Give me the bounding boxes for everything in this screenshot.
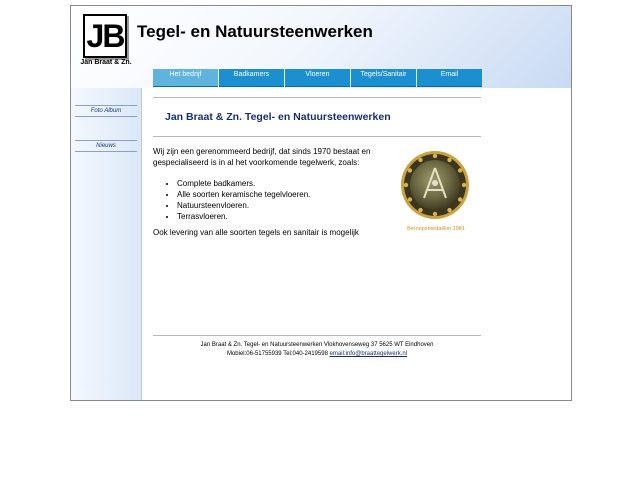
logo-text: JB bbox=[86, 18, 124, 54]
logo[interactable] bbox=[83, 14, 127, 58]
footer bbox=[153, 341, 481, 359]
list-item: • Natuursteenvloeren. bbox=[177, 200, 310, 211]
site-title: Tegel- en Natuursteenwerken bbox=[137, 22, 373, 41]
logo-caption: Jan Braat & Zn. bbox=[80, 59, 132, 66]
tab-tegels-sanitair[interactable]: Tegels/Sanitair bbox=[351, 69, 416, 87]
footer-contact bbox=[153, 350, 481, 359]
footer-divider bbox=[153, 335, 481, 336]
title-divider bbox=[153, 136, 481, 137]
list-item: • Terrasvloeren. bbox=[177, 211, 310, 222]
main-nav bbox=[153, 69, 483, 87]
sidebar bbox=[71, 88, 142, 400]
list-item: • Complete badkamers. bbox=[177, 178, 310, 189]
services-list bbox=[167, 178, 310, 222]
top-divider bbox=[153, 97, 481, 98]
page-title: Jan Braat & Zn. Tegel- en Natuursteenwerken bbox=[165, 111, 391, 123]
tab-vloeren[interactable]: Vloeren bbox=[285, 69, 350, 87]
tab-het-bedrijf[interactable]: Het bedrijf bbox=[153, 69, 218, 87]
tab-badkamers[interactable]: Badkamers bbox=[219, 69, 284, 87]
list-item: • Alle soorten keramische tegelvloeren. bbox=[177, 189, 310, 200]
email-link[interactable]: email:info@braattegelwerk.nl bbox=[329, 351, 408, 357]
footer-address: Jan Braat & Zn. Tegel- en Natuursteenwerken Vlokhovenseweg 37 5625 WT Eindhoven bbox=[200, 342, 434, 348]
header bbox=[71, 6, 571, 88]
page-frame bbox=[70, 5, 572, 401]
intro-text: Wij zijn een gerenommeerd bedrijf, dat sinds 1970 bestaat en gespecialiseerd is in al het voorkomende tegelwerk, zoals: bbox=[153, 147, 371, 167]
sidebar-item-foto-album[interactable]: Foto Album bbox=[75, 105, 137, 117]
footer-phone: Mobiel:06-51755939 Tel:040-2419598 bbox=[226, 351, 330, 357]
supply-note: Ook levering van alle soorten tegels en sanitair is mogelijk bbox=[153, 228, 359, 237]
medallion-photo bbox=[400, 150, 470, 220]
sidebar-item-nieuws[interactable]: Nieuws bbox=[75, 140, 137, 152]
photo-caption: Beroepsmedaillon 1981 bbox=[407, 226, 465, 232]
tab-email[interactable]: Email bbox=[417, 69, 482, 87]
